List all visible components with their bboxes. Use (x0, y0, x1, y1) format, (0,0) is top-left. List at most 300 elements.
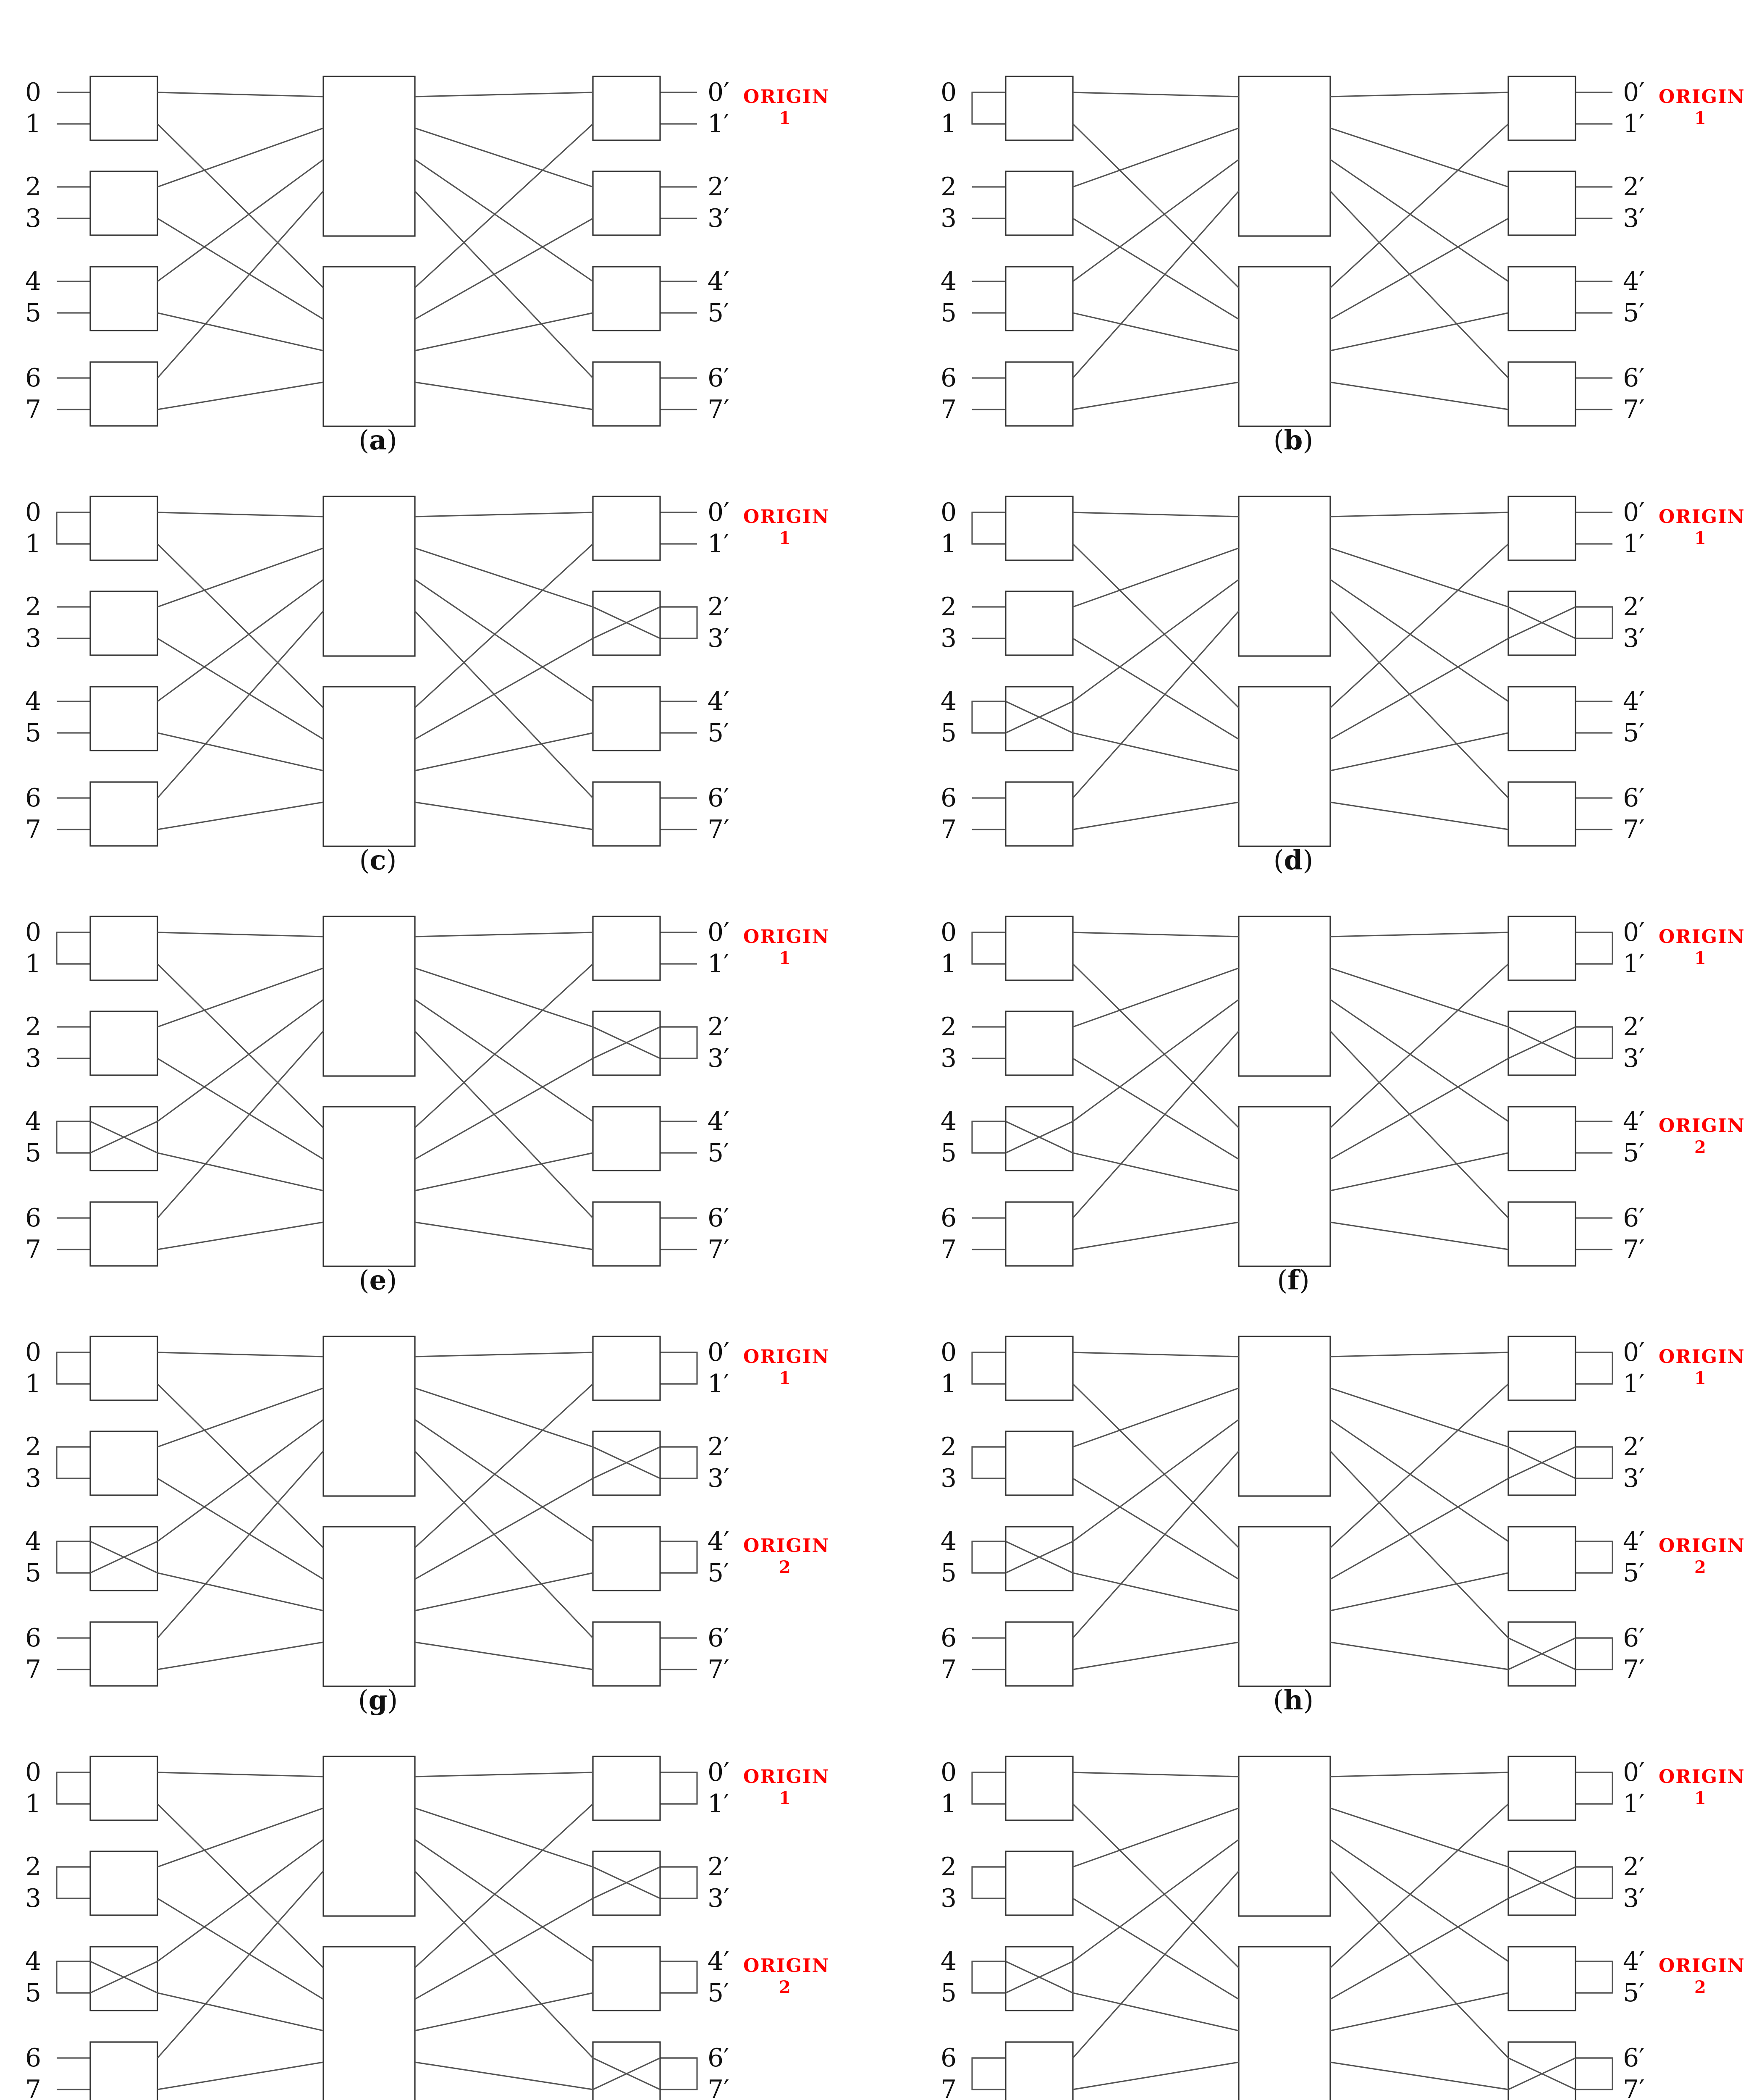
output-switch (593, 2042, 660, 2100)
interstage-link (415, 733, 593, 771)
output-switch (1508, 267, 1575, 331)
middle-switch (323, 267, 415, 426)
origin-number: 2 (1694, 1557, 1706, 1577)
interstage-link (1330, 2062, 1508, 2090)
input-switch (1006, 76, 1073, 140)
input-switch (1006, 2042, 1073, 2100)
interstage-link (157, 1642, 323, 1670)
input-label: 6 (25, 783, 42, 813)
output-label: 1′ (1623, 109, 1645, 139)
panel-caption: (f) (1277, 1265, 1310, 1296)
output-label: 7′ (708, 395, 729, 424)
output-label: 5′ (1623, 718, 1645, 748)
input-switch (1006, 1851, 1073, 1915)
input-label: 0 (25, 1338, 42, 1367)
output-label: 4′ (708, 1107, 729, 1136)
panel-h (941, 1336, 1745, 1716)
input-label: 0 (941, 918, 957, 947)
output-label: 5′ (1623, 1558, 1645, 1588)
middle-switch (323, 1947, 415, 2100)
interstage-link (157, 1898, 323, 1999)
middle-switch (1239, 1947, 1330, 2100)
input-label: 5 (25, 718, 42, 748)
input-switch (90, 782, 157, 846)
interstage-link (415, 1642, 593, 1670)
interstage-link (157, 733, 323, 771)
output-label: 4′ (708, 267, 729, 296)
origin-label: ORIGIN (1659, 86, 1745, 108)
origin-number: 1 (1694, 948, 1706, 968)
input-label: 3 (25, 1884, 42, 1913)
middle-switch (1239, 916, 1330, 1076)
input-label: 0 (941, 78, 957, 107)
interstage-link (1073, 1352, 1239, 1357)
input-switch (90, 1622, 157, 1686)
input-switch (90, 76, 157, 140)
interstage-link (1073, 1993, 1239, 2031)
output-switch (1508, 916, 1575, 980)
panel-caption: (g) (358, 1685, 398, 1716)
input-switch (90, 1947, 157, 2011)
origin-label: ORIGIN (1659, 506, 1745, 528)
interstage-link (415, 1573, 593, 1611)
input-switch (90, 362, 157, 426)
input-switch (90, 916, 157, 980)
input-switch (1006, 362, 1073, 426)
output-label: 3′ (708, 624, 729, 653)
interstage-link (1330, 611, 1508, 798)
input-label: 6 (25, 363, 42, 393)
middle-switch (1239, 1527, 1330, 1686)
origin-label: ORIGIN (743, 1535, 830, 1557)
interstage-link (415, 2062, 593, 2090)
interstage-link (157, 1352, 323, 1357)
output-label: 4′ (1623, 1527, 1645, 1556)
output-label: 5′ (708, 1978, 729, 2008)
origin-number: 2 (779, 1977, 791, 1997)
interstage-link (415, 512, 593, 517)
panel-caption: (b) (1273, 425, 1313, 456)
input-label: 2 (941, 1852, 957, 1882)
interstage-link (1330, 1031, 1508, 1218)
input-label: 4 (941, 267, 957, 296)
middle-switch (323, 916, 415, 1076)
output-label: 1′ (1623, 949, 1645, 979)
input-label: 3 (941, 1044, 957, 1073)
input-label: 4 (25, 1107, 42, 1136)
input-label: 0 (941, 498, 957, 527)
output-switch (593, 76, 660, 140)
output-label: 6′ (1623, 1623, 1645, 1653)
interstage-link (1073, 802, 1239, 830)
input-label: 1 (941, 109, 957, 139)
output-label: 5′ (1623, 1138, 1645, 1168)
interstage-link (1073, 2062, 1239, 2090)
interstage-link (157, 1871, 323, 2058)
input-label: 5 (941, 1978, 957, 2008)
interstage-link (1073, 1573, 1239, 1611)
input-switch (90, 1202, 157, 1266)
interstage-link (415, 611, 593, 798)
interstage-link (1330, 191, 1508, 378)
input-label: 0 (25, 1758, 42, 1787)
interstage-link (1330, 512, 1508, 517)
output-switch (1508, 1336, 1575, 1400)
input-label: 6 (25, 2043, 42, 2073)
input-label: 2 (941, 592, 957, 622)
output-switch (593, 1947, 660, 2011)
input-label: 2 (941, 172, 957, 202)
interstage-link (415, 802, 593, 830)
origin-number: 1 (779, 948, 791, 968)
output-label: 0′ (1623, 1338, 1645, 1367)
input-switch (1006, 916, 1073, 980)
output-label: 3′ (708, 1464, 729, 1493)
output-label: 7′ (708, 815, 729, 844)
input-label: 4 (941, 1107, 957, 1136)
input-label: 0 (941, 1338, 957, 1367)
input-switch (90, 1107, 157, 1171)
interstage-link (1073, 1222, 1239, 1250)
interstage-link (1330, 1772, 1508, 1777)
interstage-link (1073, 932, 1239, 937)
interstage-link (1330, 1478, 1508, 1579)
output-switch (593, 1756, 660, 1820)
output-label: 2′ (708, 1012, 729, 1042)
output-label: 2′ (1623, 1852, 1645, 1882)
output-label: 6′ (708, 363, 729, 393)
input-label: 4 (25, 1527, 42, 1556)
input-label: 7 (25, 815, 42, 844)
output-label: 1′ (1623, 1369, 1645, 1399)
input-switch (1006, 591, 1073, 655)
output-switch (1508, 1202, 1575, 1266)
output-label: 0′ (708, 78, 729, 107)
origin-number: 1 (1694, 1788, 1706, 1808)
interstage-link (1330, 1642, 1508, 1670)
interstage-link (1073, 382, 1239, 410)
interstage-link (1330, 1222, 1508, 1250)
input-switch (1006, 267, 1073, 331)
output-label: 4′ (708, 1527, 729, 1556)
input-switch (1006, 1431, 1073, 1495)
input-label: 5 (25, 1138, 42, 1168)
output-label: 0′ (708, 918, 729, 947)
input-label: 7 (25, 395, 42, 424)
interstage-link (1073, 313, 1239, 351)
input-label: 4 (25, 1947, 42, 1976)
output-switch (593, 1202, 660, 1266)
input-label: 6 (941, 1623, 957, 1653)
output-label: 5′ (708, 1138, 729, 1168)
output-label: 5′ (708, 1558, 729, 1588)
interstage-link (1073, 191, 1239, 378)
output-label: 6′ (1623, 783, 1645, 813)
panel-caption: (a) (359, 425, 397, 456)
output-label: 4′ (1623, 1107, 1645, 1136)
input-label: 2 (941, 1432, 957, 1462)
input-switch (1006, 1336, 1073, 1400)
output-label: 4′ (1623, 1947, 1645, 1976)
middle-switch (1239, 1107, 1330, 1266)
output-label: 7′ (1623, 2075, 1645, 2100)
output-label: 0′ (708, 498, 729, 527)
interstage-link (1330, 218, 1508, 319)
interstage-link (157, 1058, 323, 1159)
input-label: 4 (941, 687, 957, 716)
interstage-link (157, 92, 323, 97)
panel-f (941, 916, 1745, 1296)
input-switch (90, 1756, 157, 1820)
input-label: 6 (25, 1623, 42, 1653)
output-label: 2′ (708, 592, 729, 622)
origin-label: ORIGIN (743, 1955, 830, 1977)
interstage-link (1330, 932, 1508, 937)
interstage-link (415, 92, 593, 97)
input-label: 7 (941, 1655, 957, 1684)
interstage-link (1073, 1642, 1239, 1670)
output-label: 4′ (1623, 267, 1645, 296)
middle-switch (323, 496, 415, 656)
interstage-link (1073, 1478, 1239, 1579)
input-switch (90, 1336, 157, 1400)
output-label: 0′ (1623, 1758, 1645, 1787)
input-label: 5 (941, 718, 957, 748)
input-label: 4 (941, 1947, 957, 1976)
output-label: 3′ (1623, 1884, 1645, 1913)
output-switch (593, 1107, 660, 1171)
input-switch (90, 687, 157, 751)
interstage-link (1330, 1058, 1508, 1159)
input-switch (90, 171, 157, 235)
input-label: 7 (25, 2075, 42, 2100)
input-label: 1 (941, 949, 957, 979)
input-label: 3 (25, 1044, 42, 1073)
panel-i (25, 1756, 830, 2100)
interstage-link (1330, 1451, 1508, 1638)
input-label: 7 (25, 1655, 42, 1684)
input-label: 5 (25, 1558, 42, 1588)
output-label: 4′ (708, 1947, 729, 1976)
output-label: 5′ (708, 298, 729, 328)
output-label: 7′ (1623, 1655, 1645, 1684)
interstage-link (415, 1222, 593, 1250)
interstage-link (1073, 733, 1239, 771)
interstage-link (1330, 1573, 1508, 1611)
origin-number: 2 (1694, 1137, 1706, 1157)
output-switch (593, 782, 660, 846)
middle-switch (1239, 687, 1330, 846)
interstage-link (415, 382, 593, 410)
input-label: 0 (25, 918, 42, 947)
middle-switch (323, 1107, 415, 1266)
output-label: 3′ (708, 1044, 729, 1073)
output-switch (1508, 687, 1575, 751)
input-label: 3 (25, 1464, 42, 1493)
input-label: 5 (941, 298, 957, 328)
input-label: 2 (25, 1012, 42, 1042)
output-label: 6′ (1623, 1203, 1645, 1233)
interstage-link (415, 1352, 593, 1357)
output-label: 1′ (708, 109, 729, 139)
interstage-link (1330, 1153, 1508, 1191)
output-switch (593, 267, 660, 331)
interstage-link (415, 932, 593, 937)
output-label: 0′ (1623, 498, 1645, 527)
interstage-link (415, 1898, 593, 1999)
origin-label: ORIGIN (1659, 1115, 1745, 1137)
input-label: 3 (941, 1464, 957, 1493)
input-label: 5 (25, 1978, 42, 2008)
output-label: 1′ (1623, 529, 1645, 559)
output-switch (1508, 1947, 1575, 2011)
interstage-link (1330, 733, 1508, 771)
input-label: 5 (941, 1138, 957, 1168)
input-switch (1006, 782, 1073, 846)
output-label: 0′ (708, 1338, 729, 1367)
interstage-link (157, 191, 323, 378)
input-switch (1006, 1527, 1073, 1591)
interstage-link (157, 638, 323, 739)
middle-switch (1239, 1336, 1330, 1496)
panel-b (941, 76, 1745, 456)
interstage-link (1330, 1993, 1508, 2031)
interstage-link (1073, 92, 1239, 97)
output-label: 6′ (1623, 363, 1645, 393)
interstage-link (415, 1058, 593, 1159)
output-label: 3′ (708, 204, 729, 233)
input-switch (90, 496, 157, 560)
panel-d (941, 496, 1745, 876)
output-label: 3′ (708, 1884, 729, 1913)
output-switch (1508, 76, 1575, 140)
output-label: 1′ (708, 1789, 729, 1819)
interstage-link (415, 1478, 593, 1579)
origin-label: ORIGIN (743, 86, 830, 108)
input-switch (90, 267, 157, 331)
panel-caption: (h) (1273, 1685, 1314, 1716)
input-label: 0 (941, 1758, 957, 1787)
input-label: 4 (25, 687, 42, 716)
origin-label: ORIGIN (1659, 1766, 1745, 1788)
output-label: 1′ (1623, 1789, 1645, 1819)
interstage-link (415, 191, 593, 378)
input-label: 0 (25, 498, 42, 527)
interstage-link (157, 313, 323, 351)
input-label: 6 (941, 783, 957, 813)
middle-switch (1239, 496, 1330, 656)
interstage-link (157, 1222, 323, 1250)
input-switch (1006, 1011, 1073, 1075)
input-switch (90, 1851, 157, 1915)
middle-switch (323, 687, 415, 846)
interstage-link (1073, 611, 1239, 798)
output-label: 7′ (708, 1655, 729, 1684)
input-label: 7 (941, 395, 957, 424)
output-label: 5′ (708, 718, 729, 748)
output-switch (593, 1336, 660, 1400)
origin-label: ORIGIN (1659, 1955, 1745, 1977)
interstage-link (1330, 313, 1508, 351)
panel-c (25, 496, 830, 876)
input-label: 3 (25, 624, 42, 653)
output-label: 1′ (708, 529, 729, 559)
origin-label: ORIGIN (743, 926, 830, 948)
output-label: 4′ (1623, 687, 1645, 716)
interstage-link (415, 1031, 593, 1218)
input-label: 2 (941, 1012, 957, 1042)
output-label: 2′ (708, 1852, 729, 1882)
input-label: 2 (25, 1852, 42, 1882)
output-label: 6′ (708, 783, 729, 813)
output-switch (1508, 362, 1575, 426)
origin-label: ORIGIN (743, 1346, 830, 1368)
interstage-link (157, 1573, 323, 1611)
input-switch (1006, 1947, 1073, 2011)
interstage-link (1073, 1031, 1239, 1218)
input-switch (1006, 1107, 1073, 1171)
interstage-link (415, 638, 593, 739)
output-switch (593, 1527, 660, 1591)
output-label: 3′ (1623, 1044, 1645, 1073)
output-switch (593, 362, 660, 426)
output-switch (1508, 1756, 1575, 1820)
middle-switch (323, 76, 415, 236)
panel-caption: (c) (359, 845, 397, 876)
interstage-link (157, 512, 323, 517)
interstage-link (1073, 1898, 1239, 1999)
interstage-link (1330, 638, 1508, 739)
output-switch (1508, 171, 1575, 235)
output-switch (593, 1622, 660, 1686)
interstage-link (157, 1031, 323, 1218)
input-label: 5 (941, 1558, 957, 1588)
interstage-link (1330, 802, 1508, 830)
middle-switch (323, 1527, 415, 1686)
input-switch (1006, 1622, 1073, 1686)
interstage-link (1330, 92, 1508, 97)
input-switch (90, 1011, 157, 1075)
output-label: 7′ (1623, 815, 1645, 844)
output-label: 3′ (1623, 1464, 1645, 1493)
interstage-link (1073, 1451, 1239, 1638)
origin-label: ORIGIN (1659, 1346, 1745, 1368)
output-label: 2′ (1623, 172, 1645, 202)
input-label: 7 (941, 815, 957, 844)
input-label: 5 (25, 298, 42, 328)
interstage-link (415, 218, 593, 319)
input-label: 2 (25, 172, 42, 202)
output-label: 7′ (708, 1235, 729, 1264)
output-switch (593, 171, 660, 235)
output-switch (1508, 1107, 1575, 1171)
output-label: 3′ (1623, 624, 1645, 653)
input-label: 2 (25, 1432, 42, 1462)
interstage-link (1073, 1871, 1239, 2058)
origin-number: 1 (779, 108, 791, 128)
panel-j (941, 1756, 1745, 2100)
output-switch (593, 916, 660, 980)
output-label: 6′ (708, 1623, 729, 1653)
origin-label: ORIGIN (1659, 1535, 1745, 1557)
interstage-link (1073, 638, 1239, 739)
input-label: 1 (941, 529, 957, 559)
input-switch (1006, 687, 1073, 751)
input-label: 1 (25, 109, 42, 139)
origin-label: ORIGIN (1659, 926, 1745, 948)
middle-switch (1239, 1756, 1330, 1916)
interstage-link (415, 1871, 593, 2058)
